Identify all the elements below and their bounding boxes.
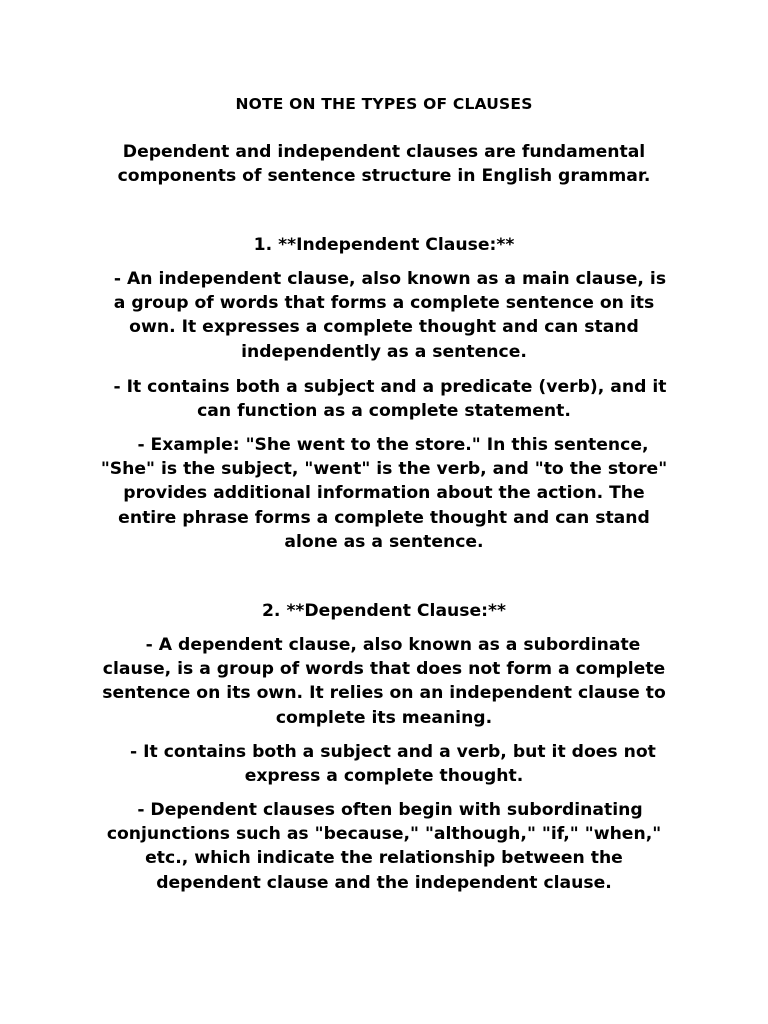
section-2-point-3: - Dependent clauses often begin with subordinating conjunctions such as "because," "although," "if," "when," etc., which indicate the relationship between the dependent clause and the independent clause. bbox=[106, 800, 662, 893]
intro-paragraph: Dependent and independent clauses are fundamental components of sentence structure in English grammar. bbox=[117, 142, 651, 187]
section-1-point-3: - Example: "She went to the store." In this sentence, "She" is the subject, "went" is the verb, and "to the store" provides additional information about the action. The entire phrase forms a complete thought and can stand alone as a sentence. bbox=[100, 435, 668, 552]
section-1-heading: 1. **Independent Clause:** bbox=[253, 235, 515, 255]
document-title: NOTE ON THE TYPES OF CLAUSES bbox=[235, 95, 533, 113]
section-1-point-1: - An independent clause, also known as a main clause, is a group of words that forms a complete sentence on its own. It expresses a complete thought and can stand independently as a sentence. bbox=[113, 269, 667, 362]
section-2-heading: 2. **Dependent Clause:** bbox=[261, 601, 507, 621]
section-1-point-2: - It contains both a subject and a predicate (verb), and it can function as a complete statement. bbox=[113, 377, 667, 422]
section-2-point-1: - A dependent clause, also known as a subordinate clause, is a group of words that does not form a complete sentence on its own. It relies on an independent clause to complete its meaning. bbox=[102, 635, 666, 728]
section-2-point-2: - It contains both a subject and a verb, but it does not express a complete thought. bbox=[130, 742, 656, 787]
